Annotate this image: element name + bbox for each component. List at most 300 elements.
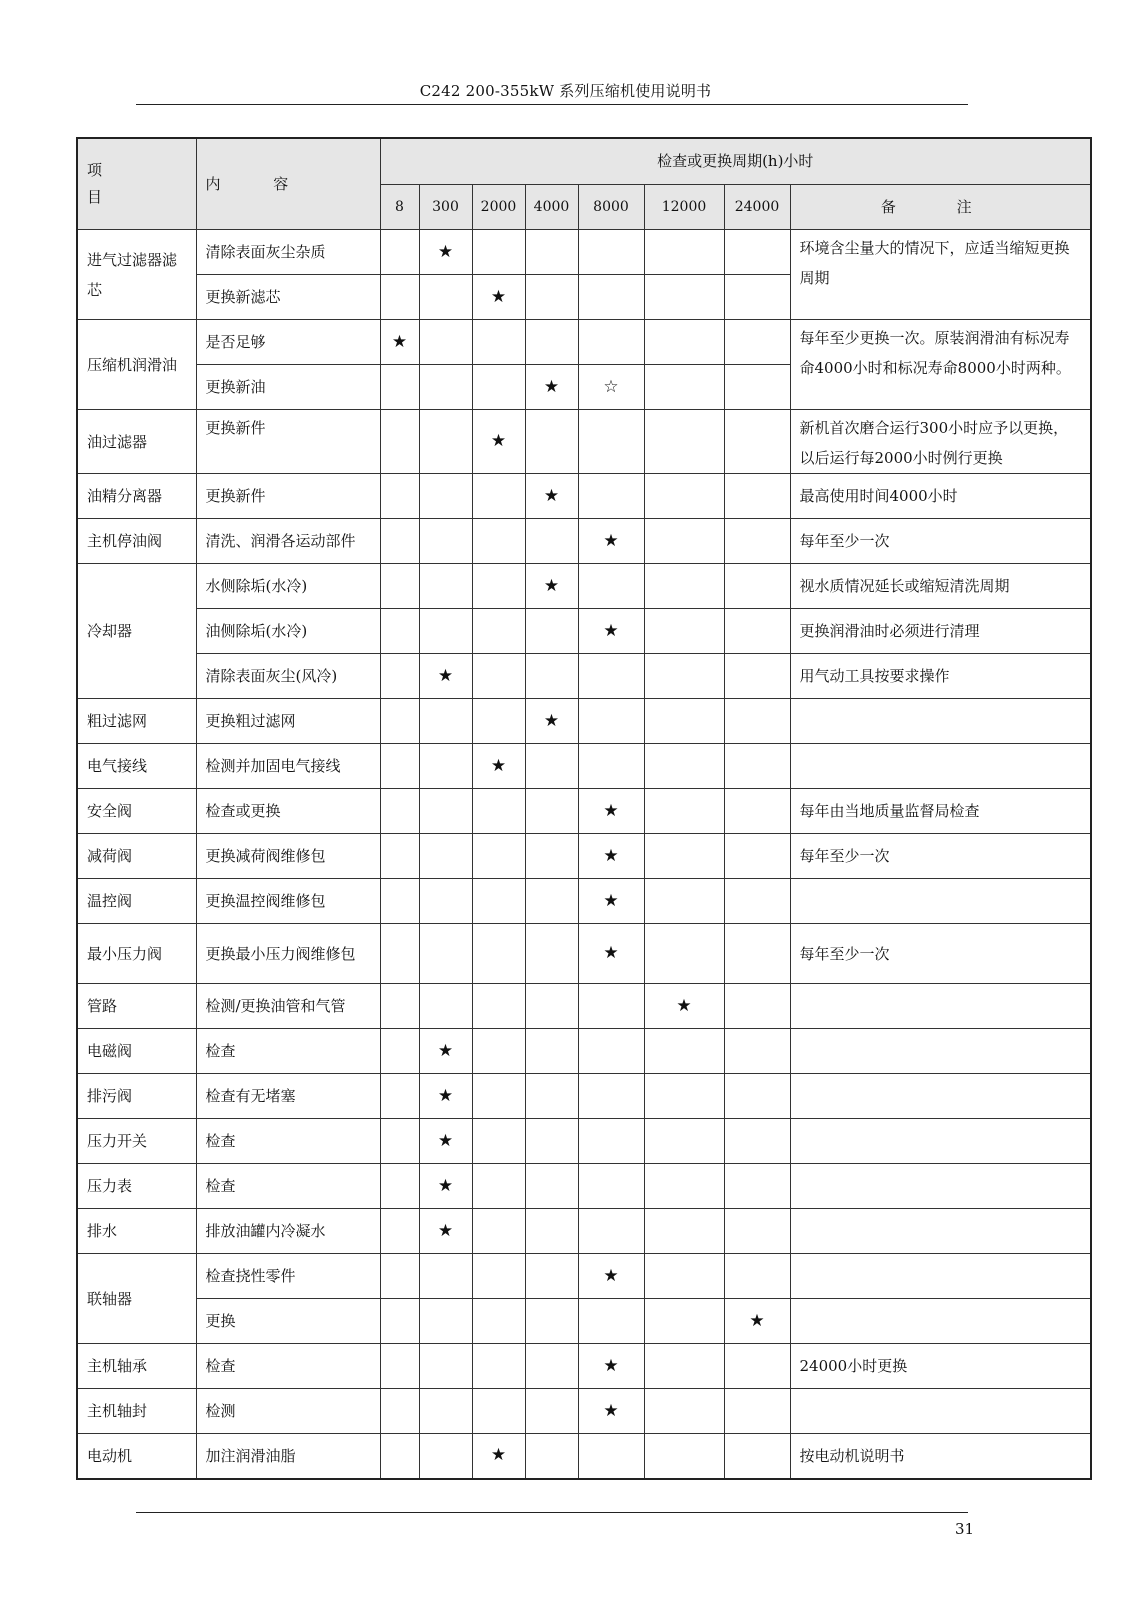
period-cell bbox=[724, 1119, 790, 1164]
period-cell bbox=[380, 1344, 419, 1389]
period-cell bbox=[525, 609, 578, 654]
filled-star-icon: ★ bbox=[578, 834, 644, 879]
period-cell bbox=[578, 1164, 644, 1209]
period-cell bbox=[578, 275, 644, 320]
header-content: 内 容 bbox=[196, 138, 380, 230]
filled-star-icon: ★ bbox=[419, 230, 472, 275]
content-cell: 检查 bbox=[196, 1344, 380, 1389]
period-cell bbox=[578, 320, 644, 365]
remark-cell bbox=[790, 1299, 1091, 1344]
content-cell: 更换新件 bbox=[196, 410, 380, 474]
table-row bbox=[77, 230, 1091, 275]
period-cell bbox=[380, 744, 419, 789]
header-rule bbox=[136, 104, 968, 105]
period-cell bbox=[644, 699, 724, 744]
period-cell bbox=[525, 1209, 578, 1254]
remark-cell: 用气动工具按要求操作 bbox=[790, 654, 1091, 699]
period-cell bbox=[380, 1254, 419, 1299]
header-period-title: 检查或更换周期(h)小时 bbox=[380, 138, 1091, 185]
period-cell bbox=[472, 879, 525, 924]
period-cell bbox=[380, 564, 419, 609]
item-cell: 最小压力阀 bbox=[77, 924, 196, 984]
filled-star-icon: ★ bbox=[578, 879, 644, 924]
filled-star-icon: ★ bbox=[380, 320, 419, 365]
table-row bbox=[77, 1254, 1091, 1299]
item-cell: 油精分离器 bbox=[77, 474, 196, 519]
remark-cell bbox=[790, 1389, 1091, 1434]
period-cell bbox=[525, 320, 578, 365]
period-cell bbox=[578, 984, 644, 1029]
item-cell: 联轴器 bbox=[77, 1254, 196, 1344]
item-cell: 压缩机润滑油 bbox=[77, 320, 196, 410]
remark-cell bbox=[790, 1074, 1091, 1119]
period-cell bbox=[724, 1344, 790, 1389]
period-cell bbox=[644, 519, 724, 564]
period-cell bbox=[472, 1209, 525, 1254]
table-row bbox=[77, 984, 1091, 1029]
remark-cell: 最高使用时间4000小时 bbox=[790, 474, 1091, 519]
period-cell bbox=[380, 789, 419, 834]
period-cell bbox=[578, 1029, 644, 1074]
item-cell: 主机轴承 bbox=[77, 1344, 196, 1389]
period-cell bbox=[380, 924, 419, 984]
period-cell bbox=[644, 1344, 724, 1389]
period-cell bbox=[419, 1434, 472, 1479]
period-cell bbox=[644, 320, 724, 365]
table-row bbox=[77, 1389, 1091, 1434]
period-cell bbox=[578, 230, 644, 275]
header-period: 2000 bbox=[472, 185, 525, 230]
period-cell bbox=[380, 1029, 419, 1074]
remark-cell bbox=[790, 744, 1091, 789]
period-cell bbox=[472, 924, 525, 984]
remark-cell bbox=[790, 1164, 1091, 1209]
period-cell bbox=[525, 275, 578, 320]
period-cell bbox=[472, 230, 525, 275]
period-cell bbox=[419, 474, 472, 519]
remark-cell: 更换润滑油时必须进行清理 bbox=[790, 609, 1091, 654]
period-cell bbox=[525, 230, 578, 275]
table-row bbox=[77, 1209, 1091, 1254]
remark-cell: 视水质情况延长或缩短清洗周期 bbox=[790, 564, 1091, 609]
period-cell bbox=[578, 744, 644, 789]
period-cell bbox=[472, 564, 525, 609]
item-cell: 电磁阀 bbox=[77, 1029, 196, 1074]
filled-star-icon: ★ bbox=[472, 744, 525, 789]
period-cell bbox=[380, 1119, 419, 1164]
filled-star-icon: ★ bbox=[578, 1254, 644, 1299]
period-cell bbox=[724, 365, 790, 410]
table-row bbox=[77, 744, 1091, 789]
item-cell: 减荷阀 bbox=[77, 834, 196, 879]
period-cell bbox=[472, 519, 525, 564]
filled-star-icon: ★ bbox=[419, 1164, 472, 1209]
item-cell: 油过滤器 bbox=[77, 410, 196, 474]
period-cell bbox=[724, 519, 790, 564]
period-cell bbox=[525, 1254, 578, 1299]
period-cell bbox=[472, 1389, 525, 1434]
period-cell bbox=[578, 699, 644, 744]
period-cell bbox=[419, 789, 472, 834]
period-cell bbox=[525, 984, 578, 1029]
filled-star-icon: ★ bbox=[419, 654, 472, 699]
period-cell bbox=[724, 924, 790, 984]
header-period: 300 bbox=[419, 185, 472, 230]
period-cell bbox=[644, 474, 724, 519]
period-cell bbox=[724, 230, 790, 275]
period-cell bbox=[644, 789, 724, 834]
content-cell: 是否足够 bbox=[196, 320, 380, 365]
period-cell bbox=[472, 834, 525, 879]
period-cell bbox=[724, 1254, 790, 1299]
filled-star-icon: ★ bbox=[578, 1344, 644, 1389]
period-cell bbox=[525, 1029, 578, 1074]
period-cell bbox=[419, 275, 472, 320]
period-cell bbox=[472, 1344, 525, 1389]
period-cell bbox=[724, 1389, 790, 1434]
content-cell: 更换新滤芯 bbox=[196, 275, 380, 320]
filled-star-icon: ★ bbox=[578, 609, 644, 654]
period-cell bbox=[525, 834, 578, 879]
filled-star-icon: ★ bbox=[419, 1209, 472, 1254]
header-period: 8000 bbox=[578, 185, 644, 230]
item-cell: 电动机 bbox=[77, 1434, 196, 1479]
period-cell bbox=[525, 744, 578, 789]
table-header-row bbox=[77, 138, 1091, 185]
content-cell: 检查有无堵塞 bbox=[196, 1074, 380, 1119]
period-cell bbox=[724, 1164, 790, 1209]
period-cell bbox=[380, 474, 419, 519]
table-row bbox=[77, 654, 1091, 699]
remark-cell: 每年至少一次 bbox=[790, 519, 1091, 564]
period-cell bbox=[419, 365, 472, 410]
header-period: 24000 bbox=[724, 185, 790, 230]
period-cell bbox=[525, 1164, 578, 1209]
content-cell: 检查或更换 bbox=[196, 789, 380, 834]
table-row bbox=[77, 789, 1091, 834]
period-cell bbox=[644, 1119, 724, 1164]
period-cell bbox=[525, 410, 578, 474]
period-cell bbox=[578, 1299, 644, 1344]
period-cell bbox=[644, 275, 724, 320]
period-cell bbox=[644, 1029, 724, 1074]
period-cell bbox=[724, 320, 790, 365]
period-cell bbox=[419, 410, 472, 474]
period-cell bbox=[419, 1254, 472, 1299]
item-cell: 压力开关 bbox=[77, 1119, 196, 1164]
period-cell bbox=[724, 275, 790, 320]
period-cell bbox=[525, 1389, 578, 1434]
period-cell bbox=[644, 654, 724, 699]
filled-star-icon: ★ bbox=[724, 1299, 790, 1344]
filled-star-icon: ★ bbox=[472, 410, 525, 474]
content-cell: 更换温控阀维修包 bbox=[196, 879, 380, 924]
item-cell: 排水 bbox=[77, 1209, 196, 1254]
content-cell: 清洗、润滑各运动部件 bbox=[196, 519, 380, 564]
period-cell bbox=[472, 365, 525, 410]
period-cell bbox=[724, 699, 790, 744]
table-row bbox=[77, 1029, 1091, 1074]
period-cell bbox=[644, 1434, 724, 1479]
filled-star-icon: ★ bbox=[578, 789, 644, 834]
filled-star-icon: ★ bbox=[578, 924, 644, 984]
content-cell: 更换最小压力阀维修包 bbox=[196, 924, 380, 984]
period-cell bbox=[419, 834, 472, 879]
table-row bbox=[77, 474, 1091, 519]
table-row bbox=[77, 410, 1091, 474]
period-cell bbox=[644, 1164, 724, 1209]
remark-cell bbox=[790, 1254, 1091, 1299]
period-cell bbox=[525, 924, 578, 984]
period-cell bbox=[472, 789, 525, 834]
header-period: 12000 bbox=[644, 185, 724, 230]
period-cell bbox=[380, 1074, 419, 1119]
period-cell bbox=[724, 1209, 790, 1254]
content-cell: 检查 bbox=[196, 1164, 380, 1209]
table-body bbox=[77, 230, 1091, 1479]
item-cell: 电气接线 bbox=[77, 744, 196, 789]
header-period: 8 bbox=[380, 185, 419, 230]
content-cell: 检测 bbox=[196, 1389, 380, 1434]
content-cell: 更换新件 bbox=[196, 474, 380, 519]
table-row bbox=[77, 924, 1091, 984]
period-cell bbox=[525, 1434, 578, 1479]
period-cell bbox=[644, 230, 724, 275]
period-cell bbox=[380, 609, 419, 654]
item-cell: 进气过滤器滤芯 bbox=[77, 230, 196, 320]
table-row bbox=[77, 834, 1091, 879]
period-cell bbox=[578, 474, 644, 519]
period-cell bbox=[419, 320, 472, 365]
table-row bbox=[77, 1074, 1091, 1119]
period-cell bbox=[472, 1029, 525, 1074]
content-cell: 清除表面灰尘杂质 bbox=[196, 230, 380, 275]
table-row bbox=[77, 564, 1091, 609]
period-cell bbox=[578, 410, 644, 474]
period-cell bbox=[578, 1434, 644, 1479]
period-cell bbox=[380, 879, 419, 924]
period-cell bbox=[644, 1074, 724, 1119]
period-cell bbox=[644, 924, 724, 984]
filled-star-icon: ★ bbox=[525, 365, 578, 410]
period-cell bbox=[724, 984, 790, 1029]
period-cell bbox=[472, 1254, 525, 1299]
period-cell bbox=[472, 474, 525, 519]
remark-cell: 环境含尘量大的情况下，应适当缩短更换周期 bbox=[790, 230, 1091, 320]
period-cell bbox=[472, 609, 525, 654]
period-cell bbox=[419, 1299, 472, 1344]
table-row bbox=[77, 879, 1091, 924]
filled-star-icon: ★ bbox=[525, 474, 578, 519]
period-cell bbox=[419, 519, 472, 564]
period-cell bbox=[472, 984, 525, 1029]
table-row bbox=[77, 1299, 1091, 1344]
content-cell: 更换 bbox=[196, 1299, 380, 1344]
period-cell bbox=[724, 1029, 790, 1074]
period-cell bbox=[525, 654, 578, 699]
period-cell bbox=[380, 410, 419, 474]
item-cell: 主机轴封 bbox=[77, 1389, 196, 1434]
table-row bbox=[77, 1344, 1091, 1389]
hollow-star-icon: ☆ bbox=[578, 365, 644, 410]
filled-star-icon: ★ bbox=[525, 564, 578, 609]
content-cell: 更换新油 bbox=[196, 365, 380, 410]
period-cell bbox=[644, 564, 724, 609]
filled-star-icon: ★ bbox=[472, 275, 525, 320]
period-cell bbox=[724, 834, 790, 879]
filled-star-icon: ★ bbox=[525, 699, 578, 744]
period-cell bbox=[419, 1389, 472, 1434]
period-cell bbox=[578, 1074, 644, 1119]
remark-cell: 24000小时更换 bbox=[790, 1344, 1091, 1389]
maintenance-schedule-table bbox=[76, 137, 1092, 1480]
period-cell bbox=[578, 654, 644, 699]
period-cell bbox=[380, 1434, 419, 1479]
period-cell bbox=[419, 1344, 472, 1389]
period-cell bbox=[724, 410, 790, 474]
period-cell bbox=[419, 744, 472, 789]
content-cell: 检测并加固电气接线 bbox=[196, 744, 380, 789]
period-cell bbox=[525, 879, 578, 924]
filled-star-icon: ★ bbox=[472, 1434, 525, 1479]
period-cell bbox=[724, 654, 790, 699]
remark-cell: 每年至少一次 bbox=[790, 924, 1091, 984]
period-cell bbox=[380, 519, 419, 564]
header-remark: 备 注 bbox=[790, 185, 1091, 230]
period-cell bbox=[644, 879, 724, 924]
remark-cell bbox=[790, 1029, 1091, 1074]
remark-cell bbox=[790, 879, 1091, 924]
document-header-title: C242 200-355kW 系列压缩机使用说明书 bbox=[419, 82, 712, 100]
footer-rule bbox=[136, 1512, 968, 1513]
remark-cell bbox=[790, 1119, 1091, 1164]
period-cell bbox=[419, 609, 472, 654]
period-cell bbox=[472, 654, 525, 699]
filled-star-icon: ★ bbox=[419, 1029, 472, 1074]
header-item: 项 目 bbox=[77, 138, 196, 230]
period-cell bbox=[380, 275, 419, 320]
content-cell: 更换粗过滤网 bbox=[196, 699, 380, 744]
period-cell bbox=[644, 609, 724, 654]
content-cell: 检查 bbox=[196, 1119, 380, 1164]
period-cell bbox=[472, 1299, 525, 1344]
table-row bbox=[77, 1119, 1091, 1164]
period-cell bbox=[724, 879, 790, 924]
item-cell: 排污阀 bbox=[77, 1074, 196, 1119]
remark-cell: 每年至少一次 bbox=[790, 834, 1091, 879]
remark-cell bbox=[790, 699, 1091, 744]
filled-star-icon: ★ bbox=[419, 1074, 472, 1119]
filled-star-icon: ★ bbox=[419, 1119, 472, 1164]
period-cell bbox=[472, 1164, 525, 1209]
period-cell bbox=[724, 1434, 790, 1479]
period-cell bbox=[419, 984, 472, 1029]
period-cell bbox=[380, 230, 419, 275]
period-cell bbox=[724, 474, 790, 519]
table-row bbox=[77, 1434, 1091, 1479]
filled-star-icon: ★ bbox=[644, 984, 724, 1029]
table-row bbox=[77, 320, 1091, 365]
item-cell: 管路 bbox=[77, 984, 196, 1029]
content-cell: 清除表面灰尘(风冷) bbox=[196, 654, 380, 699]
period-cell bbox=[644, 1299, 724, 1344]
header-period: 4000 bbox=[525, 185, 578, 230]
period-cell bbox=[419, 699, 472, 744]
item-cell: 温控阀 bbox=[77, 879, 196, 924]
period-cell bbox=[724, 744, 790, 789]
period-cell bbox=[419, 564, 472, 609]
content-cell: 油侧除垢(水冷) bbox=[196, 609, 380, 654]
period-cell bbox=[724, 609, 790, 654]
period-cell bbox=[724, 1074, 790, 1119]
period-cell bbox=[644, 365, 724, 410]
filled-star-icon: ★ bbox=[578, 519, 644, 564]
content-cell: 检测/更换油管和气管 bbox=[196, 984, 380, 1029]
content-cell: 水侧除垢(水冷) bbox=[196, 564, 380, 609]
period-cell bbox=[380, 984, 419, 1029]
period-cell bbox=[525, 789, 578, 834]
period-cell bbox=[472, 1119, 525, 1164]
item-cell: 压力表 bbox=[77, 1164, 196, 1209]
remark-cell: 新机首次磨合运行300小时应予以更换，以后运行每2000小时例行更换 bbox=[790, 410, 1091, 474]
remark-cell bbox=[790, 984, 1091, 1029]
period-cell bbox=[644, 410, 724, 474]
period-cell bbox=[578, 1209, 644, 1254]
table-row bbox=[77, 699, 1091, 744]
remark-cell: 每年至少更换一次。原装润滑油有标况寿命4000小时和标况寿命8000小时两种。 bbox=[790, 320, 1091, 410]
content-cell: 排放油罐内冷凝水 bbox=[196, 1209, 380, 1254]
period-cell bbox=[380, 699, 419, 744]
item-cell: 粗过滤网 bbox=[77, 699, 196, 744]
table-row bbox=[77, 609, 1091, 654]
period-cell bbox=[578, 1119, 644, 1164]
period-cell bbox=[724, 789, 790, 834]
period-cell bbox=[525, 1119, 578, 1164]
period-cell bbox=[380, 1209, 419, 1254]
page-number: 31 bbox=[955, 1520, 975, 1538]
period-cell bbox=[380, 1389, 419, 1434]
period-cell bbox=[724, 564, 790, 609]
content-cell: 加注润滑油脂 bbox=[196, 1434, 380, 1479]
remark-cell bbox=[790, 1209, 1091, 1254]
content-cell: 检查 bbox=[196, 1029, 380, 1074]
content-cell: 检查挠性零件 bbox=[196, 1254, 380, 1299]
period-cell bbox=[472, 699, 525, 744]
period-cell bbox=[644, 1389, 724, 1434]
period-cell bbox=[525, 1074, 578, 1119]
period-cell bbox=[525, 519, 578, 564]
period-cell bbox=[525, 1299, 578, 1344]
item-cell: 主机停油阀 bbox=[77, 519, 196, 564]
period-cell bbox=[472, 320, 525, 365]
item-cell: 安全阀 bbox=[77, 789, 196, 834]
period-cell bbox=[578, 564, 644, 609]
period-cell bbox=[419, 879, 472, 924]
content-cell: 更换减荷阀维修包 bbox=[196, 834, 380, 879]
period-cell bbox=[380, 654, 419, 699]
table-row bbox=[77, 1164, 1091, 1209]
period-cell bbox=[644, 1254, 724, 1299]
period-cell bbox=[644, 744, 724, 789]
remark-cell: 按电动机说明书 bbox=[790, 1434, 1091, 1479]
period-cell bbox=[380, 365, 419, 410]
period-cell bbox=[472, 1074, 525, 1119]
period-cell bbox=[380, 834, 419, 879]
period-cell bbox=[419, 924, 472, 984]
period-cell bbox=[644, 1209, 724, 1254]
period-cell bbox=[380, 1164, 419, 1209]
period-cell bbox=[644, 834, 724, 879]
